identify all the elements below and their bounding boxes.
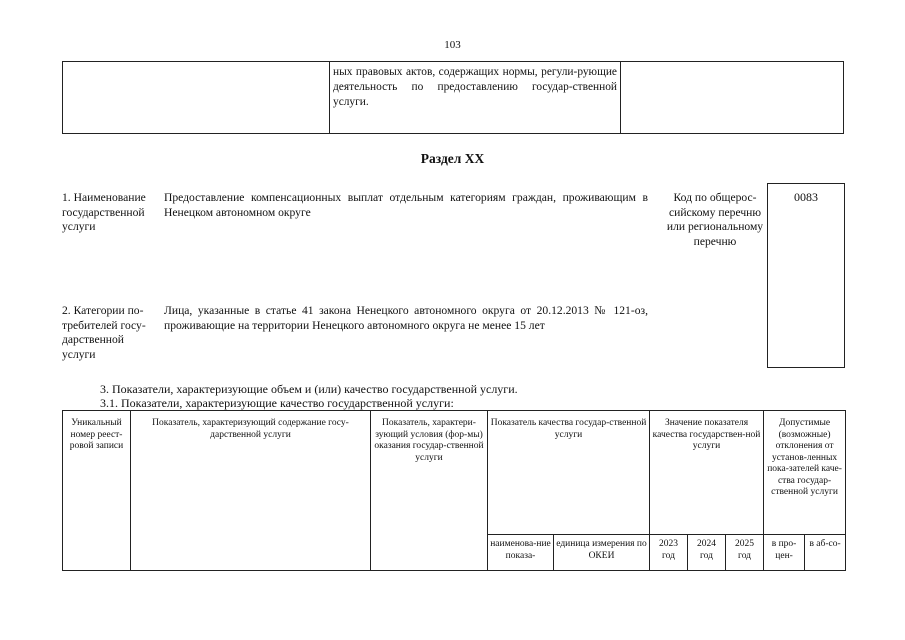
item2-label-line: услуги <box>62 347 96 361</box>
page-number: 103 <box>444 39 461 51</box>
top-table-middle-text: ных правовых актов, содержащих нормы, регули-рующие деятельность по предоставлению государ-ственной услуги. <box>333 66 617 108</box>
quality-table-header-row <box>63 411 846 535</box>
subheader-2025: 2025 год <box>726 535 764 571</box>
header-conditions: Показатель, характери-зующий условия (фор-мы) оказания государ-ственной услуги <box>371 411 488 571</box>
item1-label-line: услуги <box>62 220 96 233</box>
item2-value: Лица, указанные в статье 41 закона Ненецкого автономного округа от 20.12.2013 № 121-оз, проживающие на территории Ненецкого автономного округа не менее 15 лет <box>164 304 648 332</box>
header-unique-number: Уникальный номер реест-ровой записи <box>63 411 131 571</box>
subheader-percent: в про-цен- <box>764 535 805 571</box>
item1-label <box>62 191 162 235</box>
header-content: Показатель, характеризующий содержание госу-дарственной услуги <box>131 411 371 571</box>
item2-label <box>62 304 162 362</box>
subheader-2023: 2023 год <box>650 535 688 571</box>
subheader-unit: единица измерения по ОКЕИ <box>554 535 650 571</box>
code-label: Код по общерос-сийскому перечню или региональному перечню <box>666 191 764 248</box>
item2-label-line: требителей госу- <box>62 318 146 332</box>
item1-label-line: 1. Наименование <box>62 191 146 204</box>
subheader-name: наименова-ние показа- <box>488 535 554 571</box>
code-value: 0083 <box>794 190 818 204</box>
top-table-divider-right <box>620 62 621 133</box>
header-quality: Показатель качества государ-ственной услуги <box>488 411 650 535</box>
item3-1-heading: 3.1. Показатели, характеризующие качество государственной услуги: <box>100 396 454 410</box>
header-value: Значение показателя качества государствен-ной услуги <box>650 411 764 535</box>
item2-label-line: дарственной <box>62 333 125 346</box>
item1-value: Предоставление компенсационных выплат отдельным категориям граждан, проживающим в Ненецком автономном округе <box>164 191 648 219</box>
section-title: Раздел XX <box>420 151 485 166</box>
code-box <box>767 183 845 368</box>
subheader-2024: 2024 год <box>688 535 726 571</box>
header-deviation: Допустимые (возможные) отклонения от установ-ленных пока-зателей каче-ства государ-ственной услуги <box>764 411 846 535</box>
item2-label-line: 2. Категории по- <box>62 304 144 317</box>
item1-label-line: государственной <box>62 205 145 219</box>
top-table-divider-left <box>329 62 330 133</box>
subheader-absolute: в аб-со- <box>805 535 846 571</box>
quality-table <box>62 410 846 571</box>
item3-heading: 3. Показатели, характеризующие объем и (или) качество государственной услуги. <box>100 382 518 396</box>
